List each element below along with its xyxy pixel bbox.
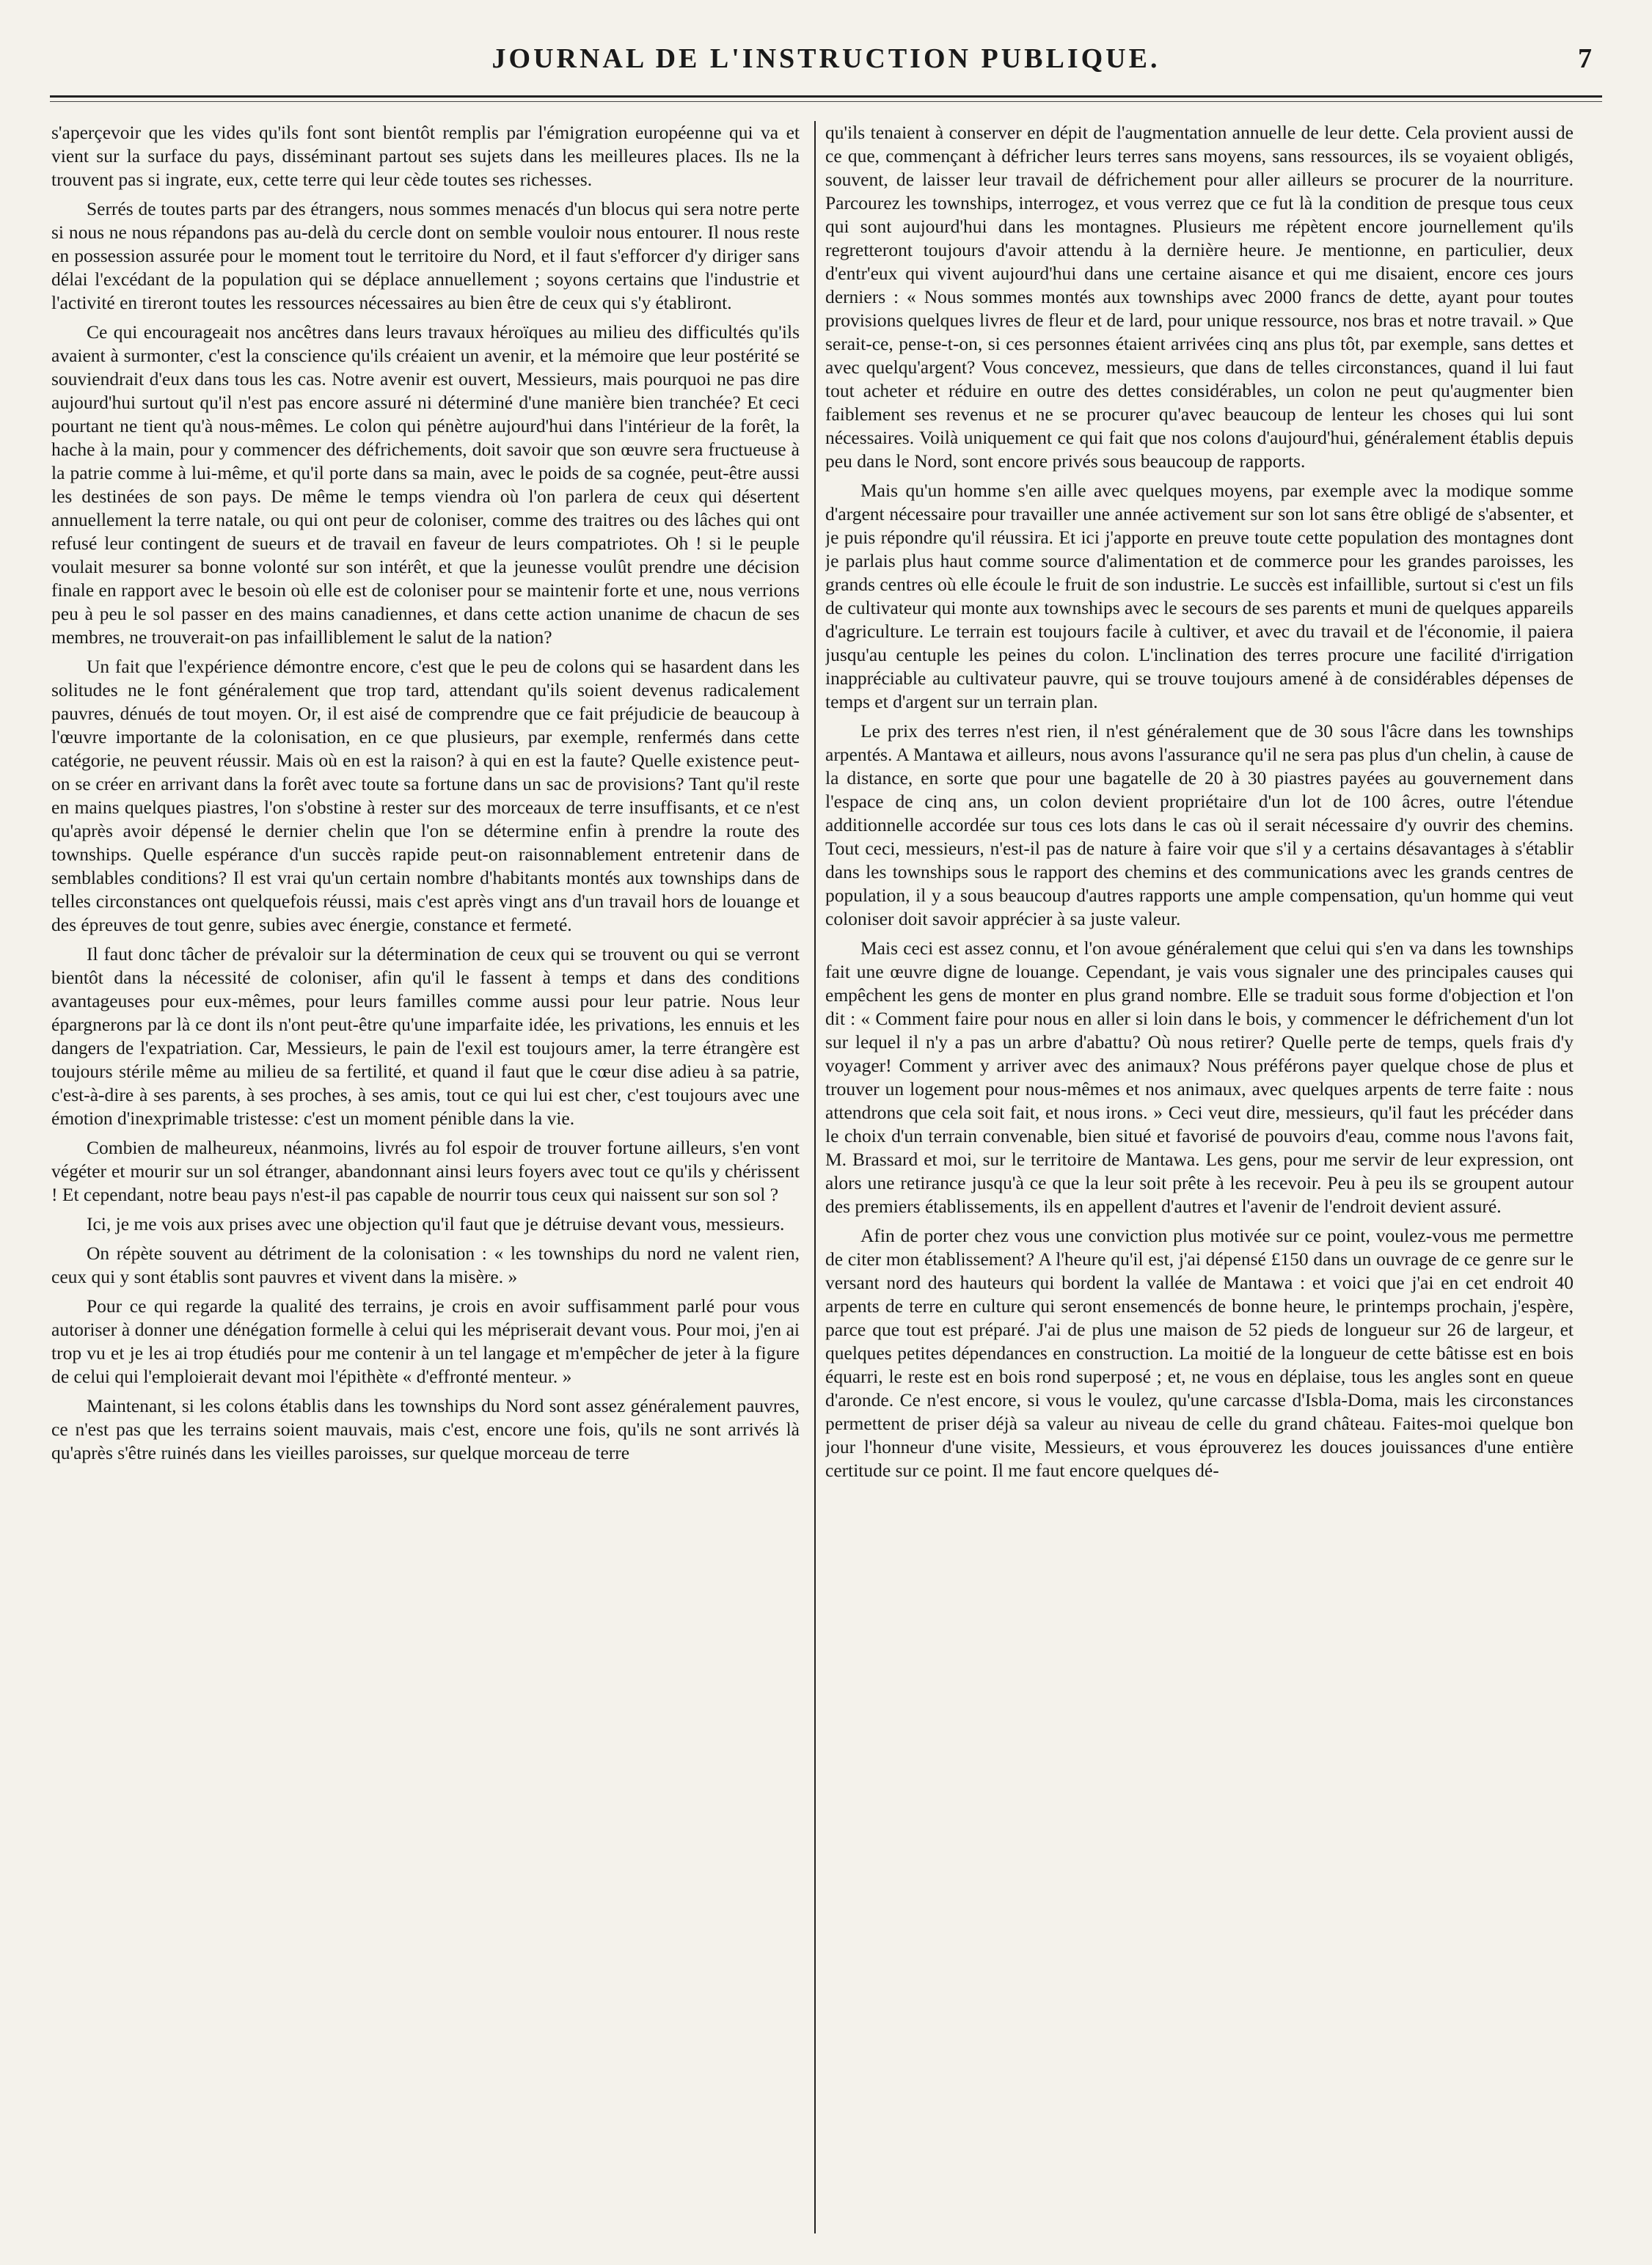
header-rule [50,95,1602,98]
column-divider [814,121,816,2233]
paragraph: s'aperçevoir que les vides qu'ils font sont bientôt remplis par l'émigration européenne qui va et vient sur la surface du pays, disséminant partout ses sujets dans les meilleures places. Ils ne la trouvent pas si ingrate, eux, cette terre qui leur cède toutes ses richesses. [51,122,800,190]
page-header [44,35,1608,79]
page-number: 7 [1578,43,1592,74]
paragraph: Pour ce qui regarde la qualité des terrains, je crois en avoir suffisamment parlé pour vous autoriser à donner une dénégation formelle à celui qui les mépriserait devant vous. Pour moi, j'en ai trop vu et je les ai trop étudiés pour me contenir à un tel langage et m'empêcher de jeter à la figure de celui qui l'emploierait devant moi l'épithète « d'effronté menteur. » [51,1295,800,1387]
journal-title: JOURNAL DE L'INSTRUCTION PUBLIQUE. [491,43,1161,74]
paragraph: Il faut donc tâcher de prévaloir sur la détermination de ceux qui se trouvent ou qui se verront bientôt dans la nécessité de coloniser, afin qu'il le fassent à temps et dans des conditions avantageuses pour eux-mêmes, pour leurs familles comme aussi pour leur patrie. Nous leur épargnerons par là ce dont ils n'ont peut-être qu'une imparfaite idée, les privations, les ennuis et les dangers de l'expatriation. Car, Messieurs, le pain de l'exil est toujours amer, la terre étrangère est toujours stérile même au milieu de sa fertilité, et quand il faut que le cœur dise adieu à sa patrie, c'est-à-dire à ses parents, à ses proches, à ses amis, tout ce qui lui est cher, c'est toujours avec une émotion d'inexprimable tristesse: c'est un moment pénible dans la vie. [51,943,800,1129]
paragraph: qu'ils tenaient à conserver en dépit de l'augmentation annuelle de leur dette. Cela provient aussi de ce que, commençant à défricher leurs terres sans moyens, sans ressources, ils se voyaient obligés, souvent, de laisser leur travail de défrichement pour aller ailleurs se procurer de la nourriture. Parcourez les townships, interrogez, et vous verrez que ce fut là la condition de presque tous ceux qui sont aujourd'hui dans les montagnes. Plusieurs me répètent encore journellement qu'ils regretteront toujours d'avoir attendu à la dernière heure. Je mentionne, en particulier, deux d'entr'eux qui vivent aujourd'hui dans une certaine aisance et qui me disaient, encore ces jours derniers : « Nous sommes montés aux townships avec 2000 francs de dette, ayant pour toutes provisions quelques livres de fleur et de lard, pour unique ressource, nos bras et notre travail. » Que serait-ce, pense-t-on, si ces personnes étaient arrivées cinq ans plus tôt, par exemple, sans dettes et avec quelqu'argent? Vous concevez, messieurs, que dans de telles circonstances, quand il lui faut tout acheter et réduire en outre des dettes considérables, un colon ne peut qu'augmenter bien faiblement ses revenus et ne se procurer qu'avec beaucoup de lenteur les choses qui lui sont nécessaires. Voilà uniquement ce qui fait que nos colons d'aujourd'hui, généralement établis depuis peu dans le Nord, sont encore privés sous beaucoup de rapports. [825,122,1574,472]
paragraph: Le prix des terres n'est rien, il n'est généralement que de 30 sous l'âcre dans les townships arpentés. A Mantawa et ailleurs, nous avons l'assurance qu'il ne sera pas plus d'un chelin, à cause de la distance, en sorte que pour une bagatelle de 20 à 30 piastres payées au gouvernement dans l'espace de cinq ans, un colon devient propriétaire d'un lot de 100 âcres, outre l'étendue additionnelle accordée sur tous ces lots dans le cas où il serait nécessaire d'y ouvrir des chemins. Tout ceci, messieurs, n'est-il pas de nature à faire voir que s'il y a certains désavantages à s'établir dans les townships sous le rapport des chemins et des communications avec les grands centres de population, il y a sous beaucoup d'autres rapports une ample compensation, qu'un homme qui veut coloniser doit savoir apprécier à sa juste valeur. [825,720,1574,929]
paragraph: Ce qui encourageait nos ancêtres dans leurs travaux héroïques au milieu des difficultés qu'ils avaient à surmonter, c'est la conscience qu'ils créaient un avenir, et la mémoire que leur postérité se souviendrait d'eux dans tous les cas. Notre avenir est ouvert, Messieurs, mais pourquoi ne pas dire aujourd'hui surtout qu'il n'est pas encore assuré ni déterminé d'une manière bien tranchée? Et ceci pourtant ne tient qu'à nous-mêmes. Le colon qui pénètre aujourd'hui dans l'intérieur de la forêt, la hache à la main, pour y commencer des défrichements, doit savoir que son œuvre sera fructueuse à la patrie comme à lui-même, et qu'il porte dans sa main, avec le poids de sa cognée, peut-être aussi les destinées de son pays. De même le temps viendra où l'on parlera de ceux qui désertent annuellement la terre natale, ou qui ont peur de coloniser, comme des traitres ou des lâches qui ont refusé leur contingent de sueurs et de travail en faveur de leurs compatriotes. Oh ! si le peuple voulait mesurer sa bonne volonté sur son intérêt, et que la jeunesse voulût prendre une décision finale en rapport avec le besoin où elle est de coloniser pour se maintenir forte et une, nous verrions peu à peu le sol passer en des mains canadiennes, et dans cette action unanime de chacun de ses membres, ne trouverait-on pas infailliblement le salut de la nation? [51,321,800,648]
paragraph: Maintenant, si les colons établis dans les townships du Nord sont assez généralement pauvres, ce n'est pas que les terrains soient mauvais, mais c'est, encore une fois, qu'ils ne sont arrivés là qu'après s'être ruinés dans les vieilles paroisses, sur quelque morceau de terre [51,1395,800,1463]
header-rule-thin [50,101,1602,102]
paragraph: Mais ceci est assez connu, et l'on avoue généralement que celui qui s'en va dans les townships fait une œuvre digne de louange. Cependant, je vais vous signaler une des principales causes qui empêchent les gens de monter en plus grand nombre. Elle se traduit sous forme d'objection et l'on dit : « Comment faire pour nous en aller si loin dans le bois, y commencer le défrichement d'un lot sur lequel il n'y a pas un arbre d'abattu? Où nous retirer? Quelle perte de temps, quels frais d'y voyager! Comment y arriver avec des animaux? Nous préférons payer quelque chose de plus et trouver un logement pour nous-mêmes et nos animaux, avec quelques arpents de terre faite : nous attendrons que cela soit fait, et nous irons. » Ceci veut dire, messieurs, qu'il faut les précéder dans le choix d'un terrain convenable, bien situé et favorisé de pouvoirs d'eau, comme nous l'avons fait, M. Brassard et moi, sur le territoire de Mantawa. Les gens, pour me servir de leur expression, ont alors une retirance jusqu'à ce que la leur soit prête à les recevoir. Peu à peu ils se groupent autour des premiers établissements, ils en appellent d'autres et l'avenir de l'endroit devient assuré. [825,937,1574,1217]
paragraph: Combien de malheureux, néanmoins, livrés au fol espoir de trouver fortune ailleurs, s'en vont végéter et mourir sur un sol étranger, abandonnant ainsi leurs foyers avec tout ce qu'ils y chérissent ! Et cependant, notre beau pays n'est-il pas capable de nourrir tous ceux qui naissent sur son sol ? [51,1137,800,1205]
paragraph: On répète souvent au détriment de la colonisation : « les townships du nord ne valent rien, ceux qui y sont établis sont pauvres et vivent dans la misère. » [51,1243,800,1287]
paragraph: Un fait que l'expérience démontre encore, c'est que le peu de colons qui se hasardent dans les solitudes ne le font généralement que trop tard, attendant qu'ils soient devenus radicalement pauvres, dénués de tout moyen. Or, il est aisé de comprendre que ce fait préjudicie de beaucoup à l'œuvre importante de la colonisation, en ce que plusieurs, par exemple, renfermés dans cette catégorie, ne peuvent réussir. Mais où en est la raison? à qui en est la faute? Quelle existence peut-on se créer en arrivant dans la forêt avec toute sa fortune dans un sac de provisions? Tant qu'il reste en mains quelques piastres, l'on s'obstine à rester sur des morceaux de terre insuffisants, et ce n'est qu'après avoir dépensé le dernier chelin que l'on se détermine enfin à prendre la route des townships. Quelle espérance d'un succès rapide peut-on raisonnablement entretenir dans de semblables conditions? Il est vrai qu'un certain nombre d'habitants montés aux townships dans de telles circonstances ont quelquefois réussi, mais c'est après vingt ans d'un travail hors de louange et des épreuves de tout genre, subies avec énergie, constance et fermeté. [51,656,800,935]
paragraph: Mais qu'un homme s'en aille avec quelques moyens, par exemple avec la modique somme d'argent nécessaire pour travailler une année activement sur son lot sans être obligé de s'absenter, et je puis répondre qu'il réussira. Et ici j'apporte en preuve toute cette population des montagnes dont je parlais plus haut comme source d'alimentation et de commerce pour les grandes paroisses, les grands centres où elle écoule le fruit de son industrie. Le succès est infaillible, surtout si c'est un fils de cultivateur qui monte aux townships avec le secours de ses parents et muni de quelques appareils d'agriculture. Le terrain est toujours facile à cultiver, et avec du travail et de l'économie, il paiera jusqu'au centuple les peines du colon. L'inclination des terres procure une facilité d'irrigation inappréciable au cultivateur pauvre, qui se trouve toujours amené à de considérables dépenses de temps et d'argent sur un terrain plan. [825,480,1574,712]
left-column [51,121,800,2233]
paragraph: Ici, je me vois aux prises avec une objection qu'il faut que je détruise devant vous, messieurs. [87,1213,785,1234]
paragraph: Afin de porter chez vous une conviction plus motivée sur ce point, voulez-vous me permettre de citer mon établissement? A l'heure qu'il est, j'ai dépensé £150 dans un ouvrage de ce genre sur le versant nord des hauteurs qui bordent la vallée de Mantawa : et voici que j'ai en cet endroit 40 arpents de terre en culture qui seront ensemencés de bonne heure, le printemps prochain, j'espère, parce que tout est préparé. J'ai de plus une maison de 52 pieds de longueur sur 26 de largeur, et quelques petites dépendances en construction. La moitié de la longueur de cette bâtisse est en bois équarri, le reste est en bois rond superposé ; et, ne vous en déplaise, tous les angles sont en queue d'aronde. Ce n'est encore, si vous le voulez, qu'une carcasse d'Isbla-Doma, mais les circonstances permettent de priser déjà sa valeur au niveau de celle du grand château. Faites-moi quelque bon jour l'honneur d'une visite, Messieurs, et vous éprouverez les douces jouissances d'une entière certitude sur ce point. Il me faut encore quelques dé- [825,1225,1574,1481]
paragraph: Serrés de toutes parts par des étrangers, nous sommes menacés d'un blocus qui sera notre perte si nous ne nous répandons pas au-delà du cercle dont on semble vouloir nous entourer. Il nous reste en possession assurée pour le moment tout le territoire du Nord, et il faut s'efforcer d'y diriger sans délai l'excédant de la population qui se déplace annuellement ; soyons certains que l'industrie et l'activité en tireront toutes les ressources nécessaires au bien être de ceux qui s'y établiront. [51,198,800,313]
right-column [825,121,1574,2233]
